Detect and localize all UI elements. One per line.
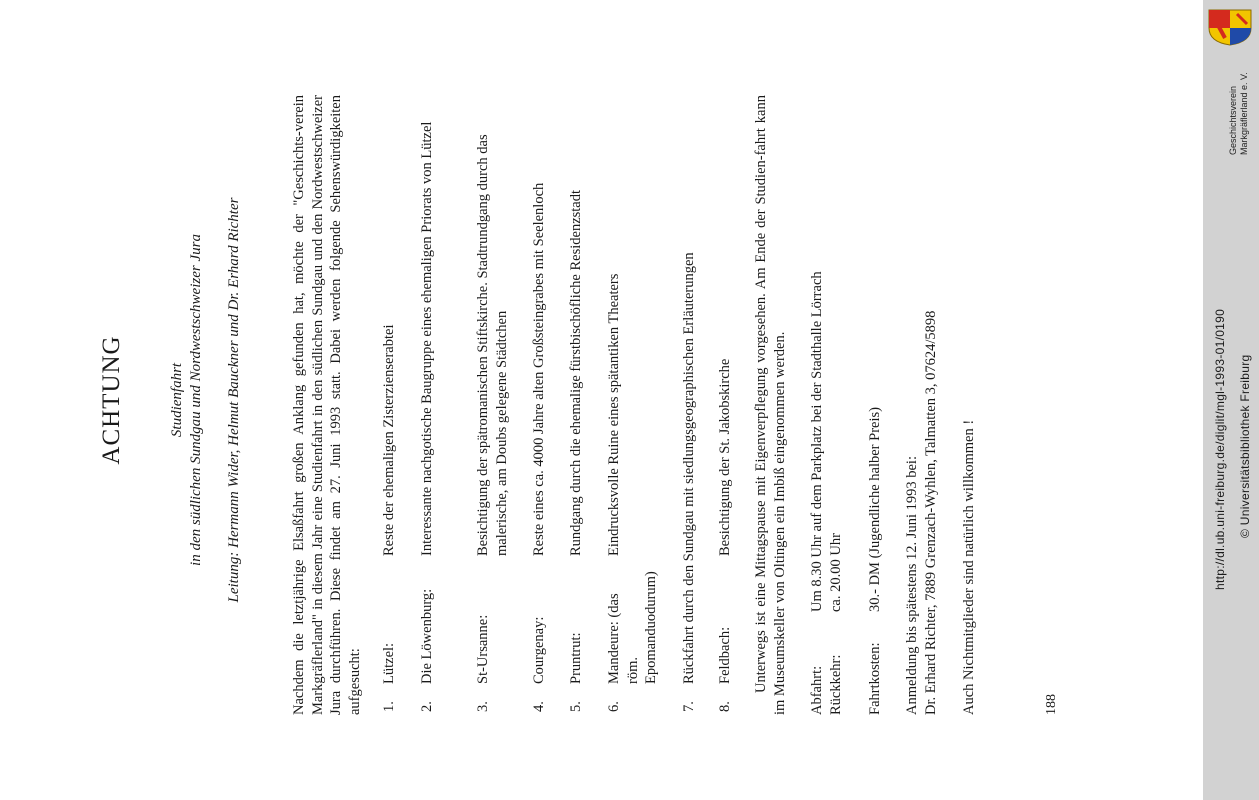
item-place: St-Ursanne:: [475, 614, 491, 684]
item-description: Reste eines ca. 4000 Jahre alten Großsteingrabes mit Seelenloch: [531, 182, 547, 556]
item-description: Interessante nachgotische Baugruppe eines ehemaligen Priorats von Lützel: [419, 121, 435, 556]
item-number: 2.: [419, 701, 435, 712]
item-description: Besichtigung der St. Jakobskirche: [717, 358, 733, 556]
item-number: 6.: [606, 701, 622, 712]
item-place: Feldbach:: [717, 626, 733, 684]
page-title: ACHTUNG: [98, 335, 125, 465]
society-line-1: Geschichtsverein: [1228, 85, 1238, 155]
subtitle-line-1: Studienfahrt: [169, 362, 185, 438]
lunch-note: Unterwegs ist eine Mittagspause mit Eigenverpflegung vorgesehen. Am Ende der Studien-fahrt kann im Museumskeller von Oltingen ein Imbiß eingenommen werden.: [753, 95, 788, 715]
item-description: Eindrucksvolle Ruine eines spätantiken Theaters: [606, 273, 622, 556]
item-place: Mandeure: (das röm. Epomanduodurum): [606, 571, 659, 684]
welcome-note: Auch Nichtmitglieder sind natürlich willkommen !: [961, 419, 977, 715]
item-place: Die Löwenburg:: [419, 588, 435, 684]
subtitle: [168, 0, 206, 800]
leaders-line: Leitung: Hermann Wider, Helmut Bauckner und Dr. Erhard Richter: [226, 197, 242, 603]
item-number: 1.: [381, 701, 397, 712]
coat-of-arms-icon: [1207, 8, 1253, 46]
item-description: Rundgang durch die ehemalige fürstbischöfliche Residenzstadt: [568, 189, 584, 556]
subtitle-line-2: in den südlichen Sundgau und Nordwestschweizer Jura: [188, 234, 204, 566]
item-number: 4.: [531, 701, 547, 712]
item-number: 8.: [717, 701, 733, 712]
item-description: Besichtigung der spätromanischen Stiftskirche. Stadtrundgang durch das malerische, am Doubs gelegene Städtchen: [475, 134, 510, 556]
item-description: Rückfahrt durch den Sundgau mit siedlungsgeographischen Erläuterungen: [681, 252, 697, 684]
item-number: 5.: [568, 701, 584, 712]
cost-value: 30.- DM (Jugendliche halber Preis): [867, 407, 883, 612]
departure-value: Um 8.30 Uhr auf dem Parkplatz bei der Stadthalle Lörrach: [809, 271, 825, 612]
item-place: Pruntrut:: [568, 632, 584, 684]
registration-line-1: Anmeldung bis spätestens 12. Juni 1993 bei:: [904, 456, 920, 715]
return-label: Rückkehr:: [828, 654, 844, 715]
copyright-notice: © Universitätsbibliothek Freiburg: [1238, 354, 1252, 538]
item-place: Courgenay:: [531, 616, 547, 684]
item-description: Reste der ehemaligen Zisterzienserabtei: [381, 324, 397, 556]
cost-label: Fahrtkosten:: [867, 642, 883, 715]
intro-paragraph: Nachdem die letztjährige Elsaßfahrt großen Anklang gefunden hat, möchte der "Geschichts-verein Markgräflerland" in diesem Jahr eine Studienfahrt in den südlichen Sundgau und den Nordwestschweizer Jura durchführen. Diese findet am 27. Juni 1993 statt. Dabei werden folgende Sehenswürdigkeiten aufgesucht:: [291, 95, 363, 715]
departure-label: Abfahrt:: [809, 665, 825, 715]
society-name: [1228, 72, 1250, 155]
item-place: Lützel:: [381, 642, 397, 684]
source-url-link[interactable]: http://dl.ub.uni-freiburg.de/diglit/mgl-1993-01/0190: [1213, 308, 1227, 590]
return-value: ca. 20.00 Uhr: [828, 533, 844, 612]
registration: [903, 95, 940, 715]
page-number: 188: [1044, 694, 1059, 715]
society-line-2: Markgräflerland e. V.: [1239, 72, 1249, 155]
registration-line-2: Dr. Erhard Richter, 7889 Grenzach-Wyhlen, Talmatten 3, 07624/5898: [922, 310, 939, 715]
item-number: 3.: [475, 701, 491, 712]
item-number: 7.: [681, 701, 697, 712]
